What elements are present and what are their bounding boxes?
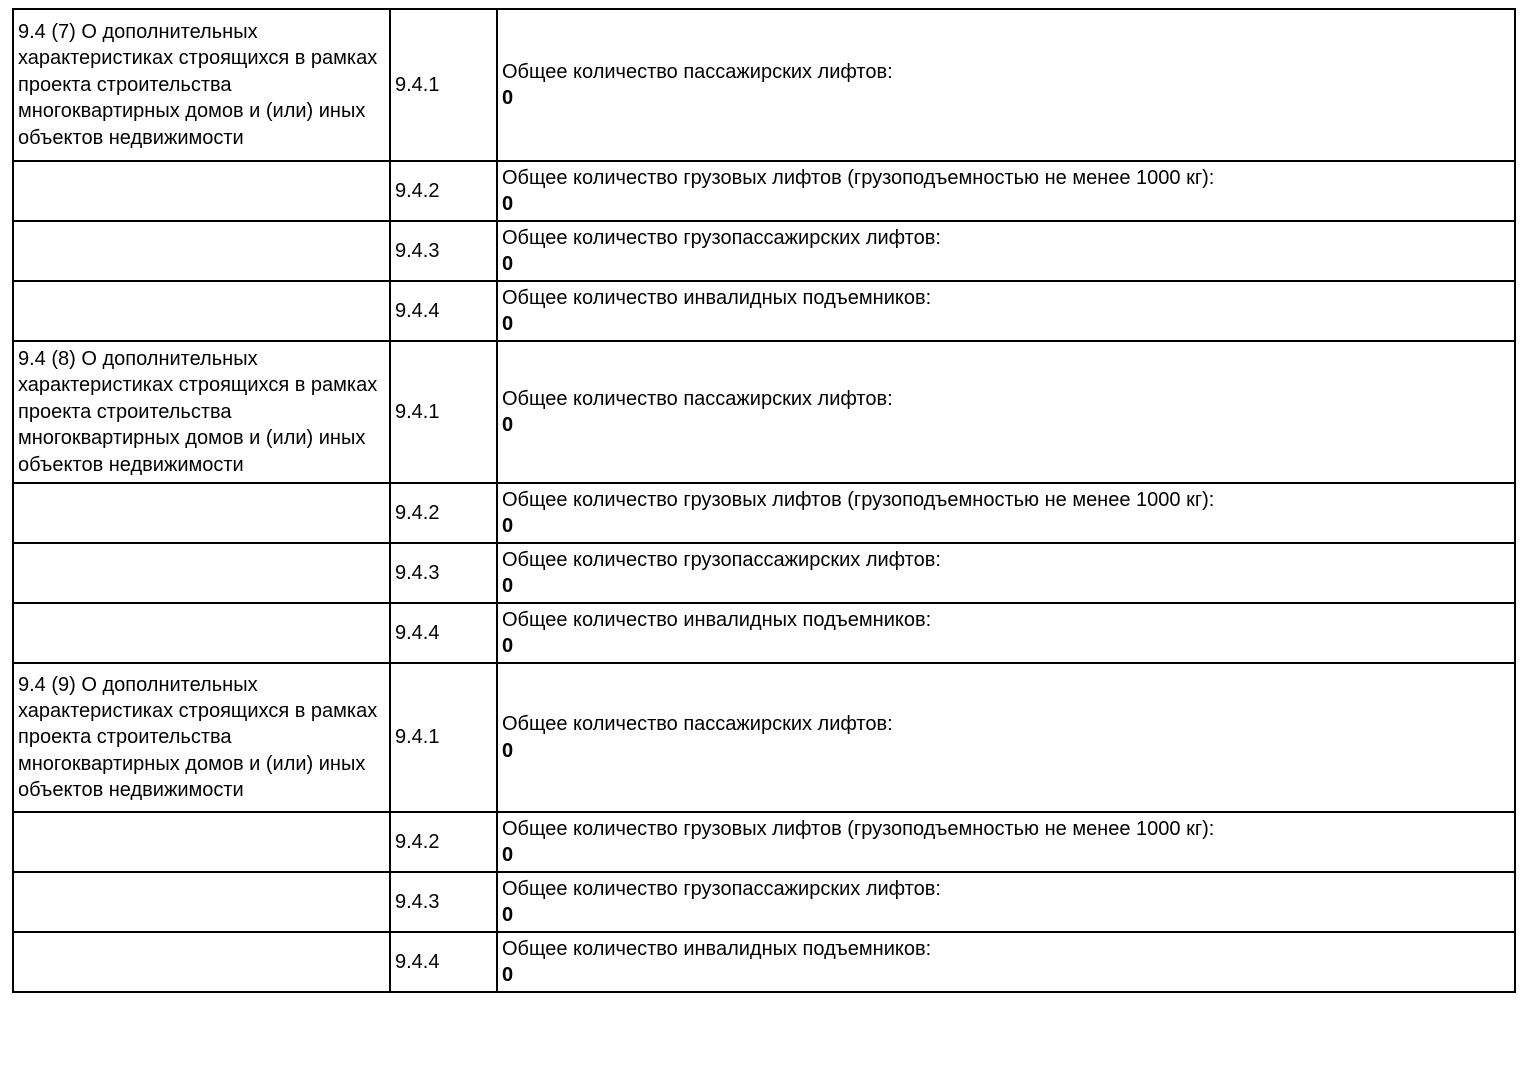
field-value: 0 bbox=[502, 313, 514, 335]
table-row bbox=[13, 603, 1515, 663]
field-value: 0 bbox=[502, 904, 514, 926]
table-row bbox=[13, 341, 1515, 483]
row-content bbox=[497, 483, 1515, 543]
field-label: Общее количество инвалидных подъемников: bbox=[502, 937, 932, 960]
row-code: 9.4.1 bbox=[390, 663, 497, 812]
empty-cell bbox=[13, 603, 390, 663]
field-label: Общее количество пассажирских лифтов: bbox=[502, 60, 893, 83]
row-content bbox=[497, 341, 1515, 483]
row-code: 9.4.4 bbox=[390, 603, 497, 663]
section-title: 9.4 (9) О дополнительных характеристиках строящихся в рамках проекта строительства многоквартирных домов и (или) иных объектов недвижимости bbox=[13, 663, 390, 812]
section-title: 9.4 (8) О дополнительных характеристиках строящихся в рамках проекта строительства многоквартирных домов и (или) иных объектов недвижимости bbox=[13, 341, 390, 483]
table-row bbox=[13, 9, 1515, 161]
empty-cell bbox=[13, 932, 390, 992]
row-content bbox=[497, 9, 1515, 161]
row-code: 9.4.3 bbox=[390, 872, 497, 932]
row-code: 9.4.2 bbox=[390, 161, 497, 221]
field-label: Общее количество грузовых лифтов (грузоподъемностью не менее 1000 кг): bbox=[502, 166, 1215, 189]
row-content bbox=[497, 663, 1515, 812]
row-content bbox=[497, 872, 1515, 932]
empty-cell bbox=[13, 281, 390, 341]
row-content bbox=[497, 543, 1515, 603]
row-code: 9.4.3 bbox=[390, 221, 497, 281]
field-label: Общее количество пассажирских лифтов: bbox=[502, 387, 893, 410]
field-value: 0 bbox=[502, 253, 514, 275]
empty-cell bbox=[13, 483, 390, 543]
table-row bbox=[13, 281, 1515, 341]
table-row bbox=[13, 483, 1515, 543]
field-value: 0 bbox=[502, 635, 514, 657]
row-code: 9.4.1 bbox=[390, 9, 497, 161]
field-label: Общее количество грузопассажирских лифтов: bbox=[502, 226, 941, 249]
field-label: Общее количество грузопассажирских лифтов: bbox=[502, 548, 941, 571]
row-code: 9.4.3 bbox=[390, 543, 497, 603]
row-content bbox=[497, 281, 1515, 341]
field-value: 0 bbox=[502, 87, 514, 109]
row-code: 9.4.1 bbox=[390, 341, 497, 483]
row-code: 9.4.2 bbox=[390, 812, 497, 872]
field-value: 0 bbox=[502, 575, 514, 597]
field-label: Общее количество пассажирских лифтов: bbox=[502, 713, 893, 736]
row-code: 9.4.4 bbox=[390, 281, 497, 341]
row-code: 9.4.4 bbox=[390, 932, 497, 992]
field-value: 0 bbox=[502, 193, 514, 215]
field-label: Общее количество грузовых лифтов (грузоподъемностью не менее 1000 кг): bbox=[502, 488, 1215, 511]
field-value: 0 bbox=[502, 964, 514, 986]
empty-cell bbox=[13, 221, 390, 281]
row-content bbox=[497, 932, 1515, 992]
field-label: Общее количество грузовых лифтов (грузоподъемностью не менее 1000 кг): bbox=[502, 817, 1215, 840]
empty-cell bbox=[13, 161, 390, 221]
row-content bbox=[497, 161, 1515, 221]
declaration-table bbox=[12, 8, 1516, 993]
field-label: Общее количество грузопассажирских лифтов: bbox=[502, 877, 941, 900]
table-row bbox=[13, 161, 1515, 221]
field-value: 0 bbox=[502, 414, 514, 436]
table-row bbox=[13, 543, 1515, 603]
row-content bbox=[497, 812, 1515, 872]
empty-cell bbox=[13, 543, 390, 603]
table-row bbox=[13, 663, 1515, 812]
field-value: 0 bbox=[502, 844, 514, 866]
row-content bbox=[497, 603, 1515, 663]
empty-cell bbox=[13, 812, 390, 872]
row-content bbox=[497, 221, 1515, 281]
table-row bbox=[13, 812, 1515, 872]
section-title: 9.4 (7) О дополнительных характеристиках строящихся в рамках проекта строительства многоквартирных домов и (или) иных объектов недвижимости bbox=[13, 9, 390, 161]
table-row bbox=[13, 221, 1515, 281]
field-value: 0 bbox=[502, 515, 514, 537]
table-row bbox=[13, 872, 1515, 932]
empty-cell bbox=[13, 872, 390, 932]
field-label: Общее количество инвалидных подъемников: bbox=[502, 286, 932, 309]
field-label: Общее количество инвалидных подъемников: bbox=[502, 608, 932, 631]
row-code: 9.4.2 bbox=[390, 483, 497, 543]
table-row bbox=[13, 932, 1515, 992]
field-value: 0 bbox=[502, 739, 514, 762]
